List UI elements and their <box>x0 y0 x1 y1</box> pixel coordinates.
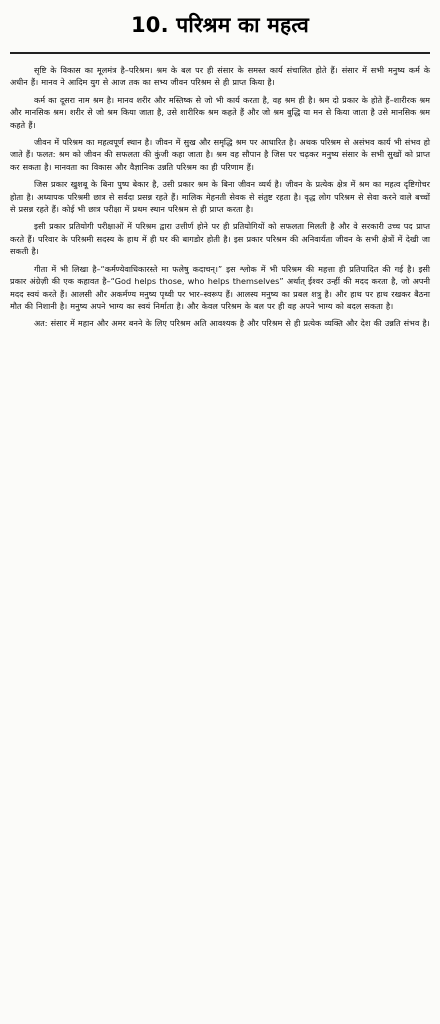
paragraph-7: अत: संसार में महान और अमर बनने के लिए परिश्रम अति आवश्यक है और परिश्रम से ही प्रत्येक व्यक्ति और देश की उन्नति संभव है। <box>34 318 430 329</box>
paragraph-4: जिस प्रकार खुशबू के बिना पुष्प बेकार है, उसी प्रकार श्रम के बिना जीवन व्यर्थ है। जीवन के प्रत्येक क्षेत्र में श्रम का महत्व दृष्टिगोचर होता है। अध्यापक परिश्रमी छात्र से सर्वदा प्रसन्न रहते हैं। मालिक मेहनती सेवक से संतुष्ट रहता है। वृद्ध लोग परिश्रम से सेवा करने वाले बच्चों से प्रसन्न रहते हैं। कोई भी छात्र परीक्षा में प्रथम स्थान परिश्रम से ही प्राप्त करता है। <box>10 179 430 215</box>
essay-title: 10. परिश्रम का महत्व <box>130 13 310 37</box>
essay-body <box>10 64 430 330</box>
paragraph-5: इसी प्रकार प्रतियोगी परीक्षाओं में परिश्रम द्वारा उत्तीर्ण होने पर ही प्रतियोगियों को सफलता मिलती है और वे सरकारी उच्च पद प्राप्त करते हैं। परिवार के परिश्रमी सदस्य के हाथ में ही घर की बागडोर होती है। इस प्रकार परिश्रम की अनिवार्यता जीवन के सभी क्षेत्रों में देखी जा सकती है। <box>10 221 430 257</box>
paragraph-6: गीता में भी लिखा है–“कर्मण्येवाधिकारस्ते मा फलेषु कदाचन्।” इस श्लोक में भी परिश्रम की महत्ता ही प्रतिपादित की गई है। इसी प्रकार अंग्रेज़ी की एक कहावत है–“God helps those, who helps themselves” अर्थात् ईश्वर उन्हीं की मदद करता है, जो अपनी मदद स्वयं करते हैं। आलसी और अकर्मण्य मनुष्य पृथ्वी पर भार–स्वरूप हैं। आलस्य मनुष्य का प्रबल शत्रु है। और हाथ पर हाथ रखकर बैठना मौत की निशानी है। मनुष्य अपने भाग्य का स्वयं निर्माता है। और केवल परिश्रम के बल पर ही वह अपने भाग्य को बदल सकता है। <box>10 263 430 311</box>
paragraph-3: जीवन में परिश्रम का महत्वपूर्ण स्थान है। जीवन में सुख और समृद्धि श्रम पर आधारित है। अथक परिश्रम से असंभव कार्य भी संभव हो जाते हैं। फलत: श्रम को जीवन की सफलता की कुंजी कहा जाता है। श्रम वह सौपान है जिस पर चढ़कर मनुष्य संसार के सभी सुखों को प्राप्त कर सकता है। मानवता का विकास और वैज्ञानिक उन्नति परिश्रम का ही परिणाम हैं। <box>10 137 430 172</box>
paragraph-2: कर्म का दूसरा नाम श्रम है। मानव शरीर और मस्तिष्क से जो भी कार्य करता है, वह श्रम ही है। श्रम दो प्रकार के होते हैं–शारीरक श्रम और मानसिक श्रम। शरीर से जो श्रम किया जाता है, उसे शारीरिक श्रम कहते हैं और जो श्रम बुद्धि या मन से किया जाता है उसे मानसिक श्रम कहते हैं। <box>10 94 430 130</box>
title-underline <box>10 52 430 54</box>
paragraph-1: सृष्टि के विकास का मूलमंत्र है–परिश्रम। श्रम के बल पर ही संसार के समस्त कार्य संचालित होते हैं। संसार में सभी मनुष्य कर्म के अधीन हैं। मानव ने आदिम युग से आज तक का सभ्य जीवन परिश्रम से ही प्राप्त किया है। <box>10 65 430 88</box>
